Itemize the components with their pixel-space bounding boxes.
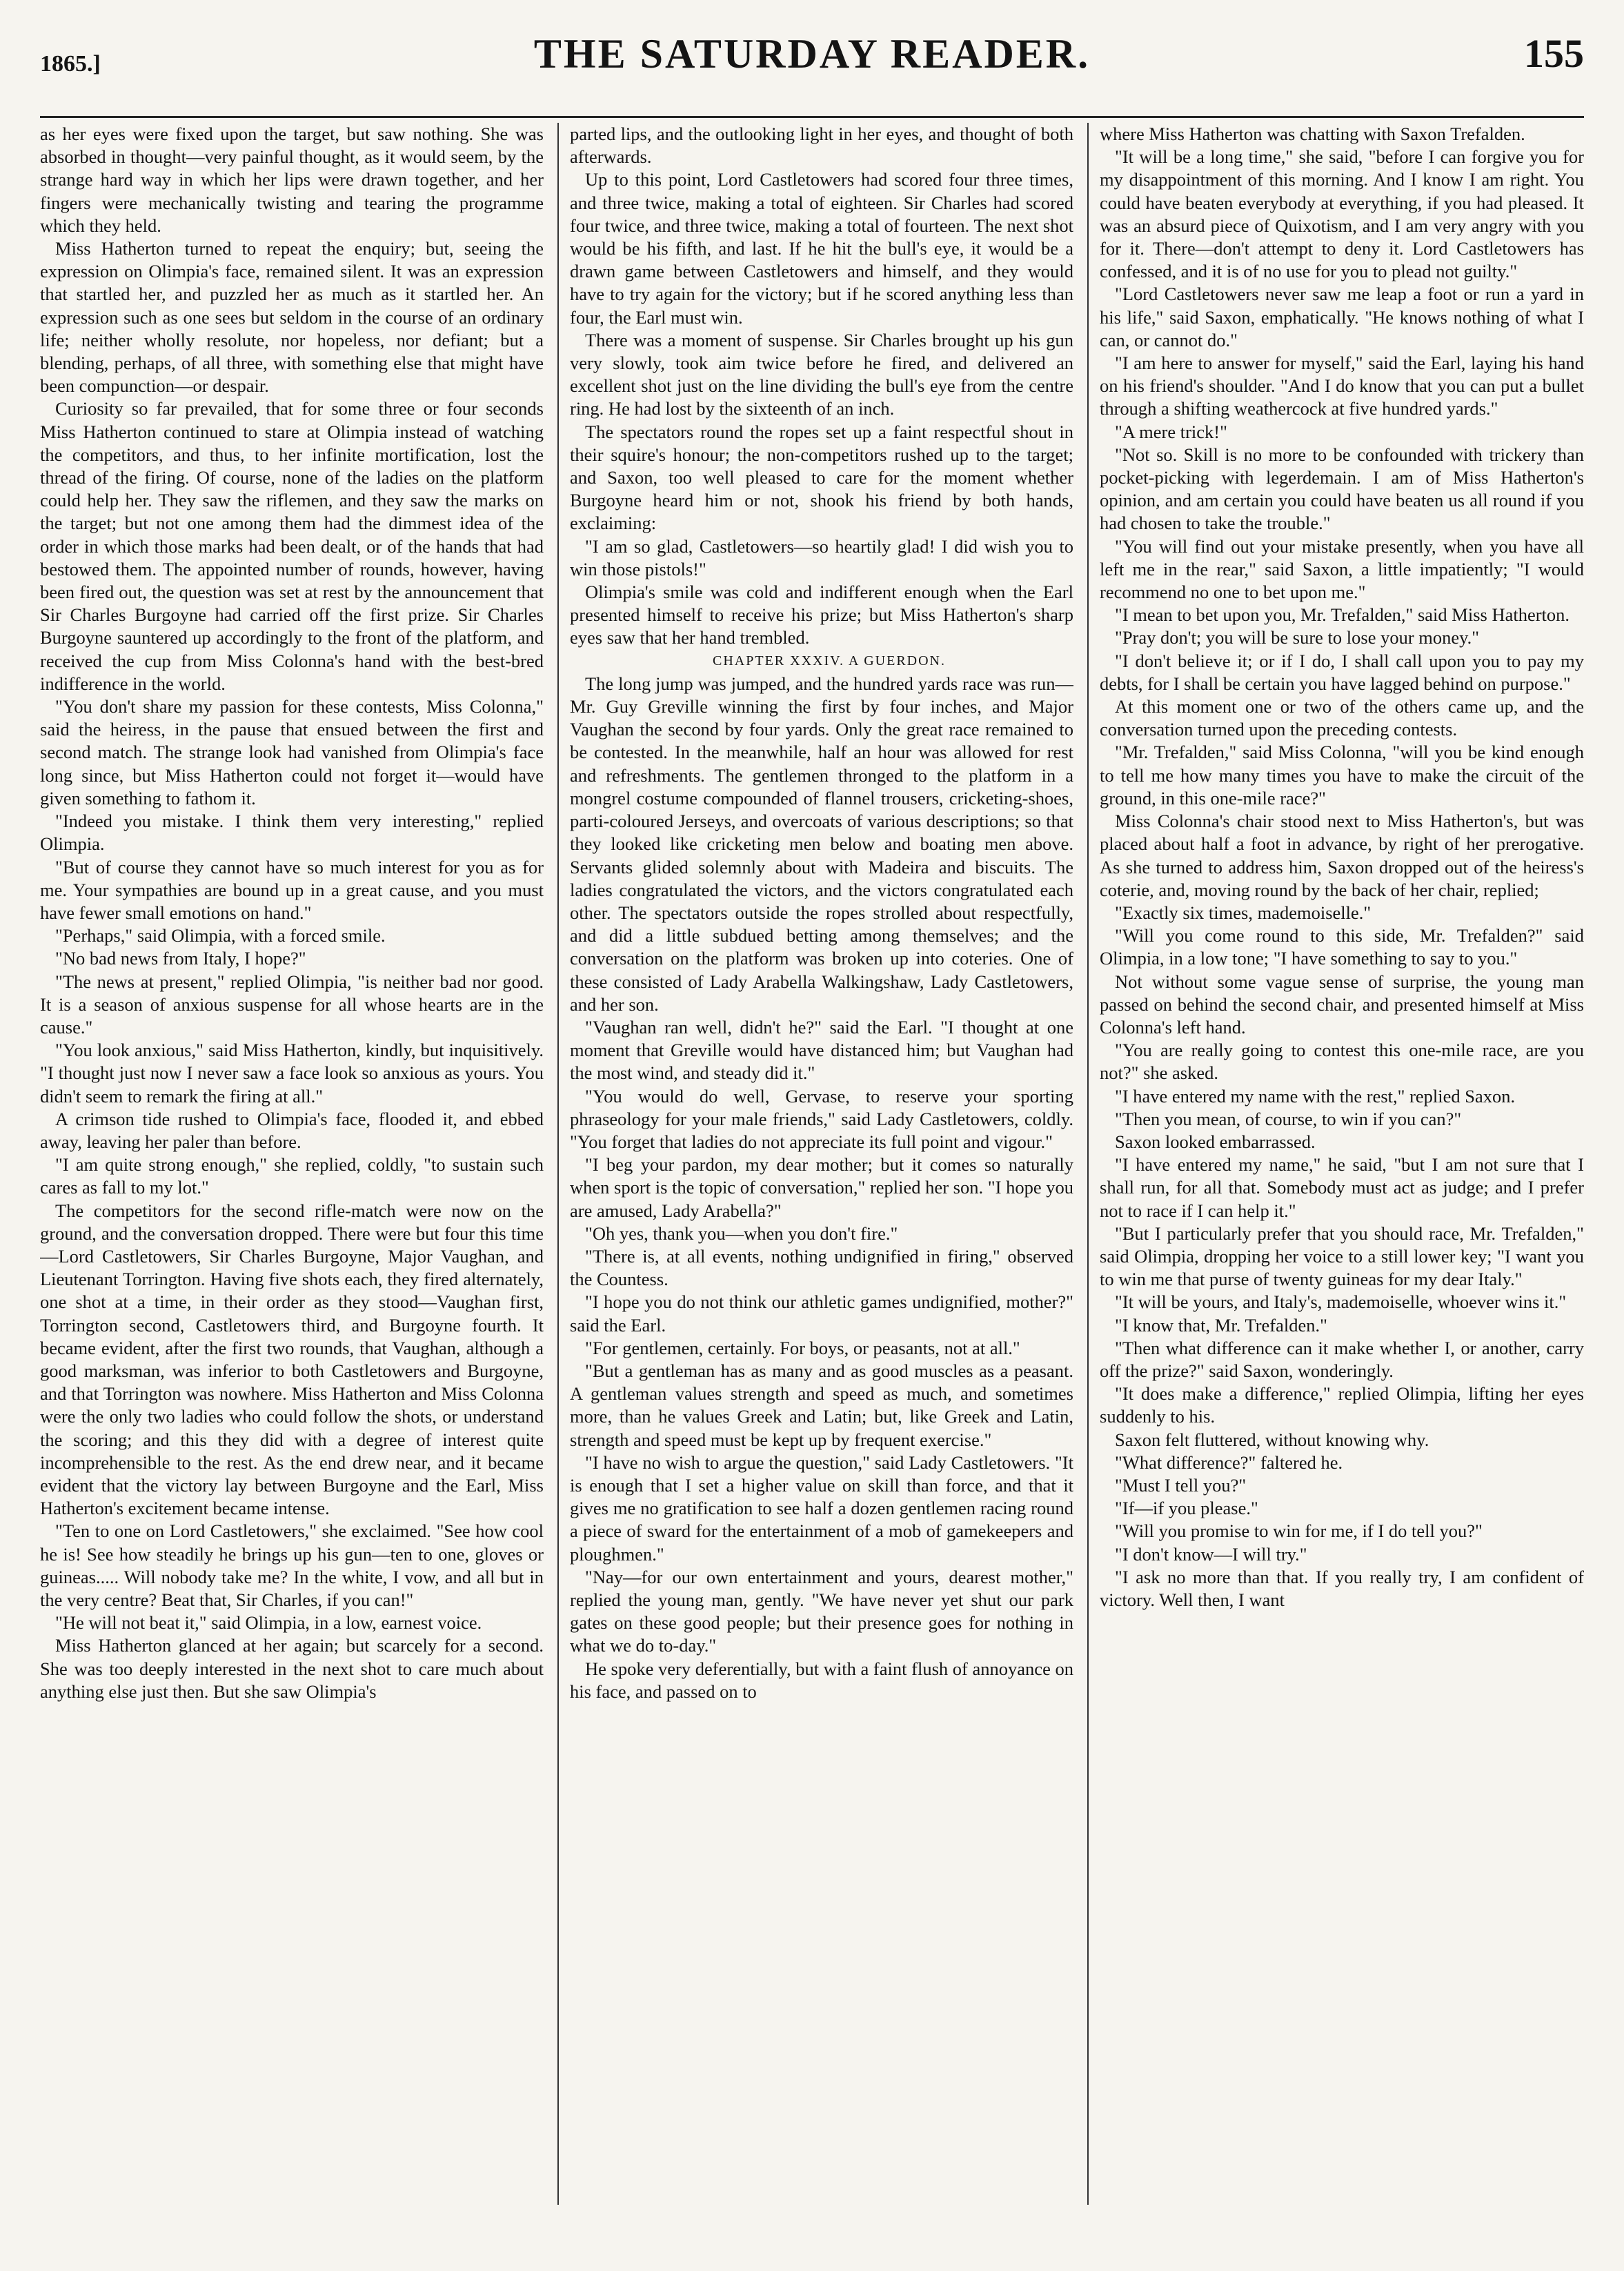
issue-year: 1865.] xyxy=(40,51,101,77)
paragraph: There was a moment of suspense. Sir Charles brought up his gun very slowly, took aim twice before he fired, and delivered an excellent shot just on the line dividing the bull's eye from the centre ring. He had lost by the sixteenth of an inch. xyxy=(570,329,1073,419)
column-3 xyxy=(1100,123,1584,2205)
paragraph: "But I particularly prefer that you should race, Mr. Trefalden," said Olimpia, dropping her voice to a still lower key; "I want you to win me that purse of twenty guineas for my dear Italy." xyxy=(1100,1222,1584,1290)
paragraph: "Vaughan ran well, didn't he?" said the Earl. "I thought at one moment that Greville would have distanced him; but Vaughan had the most wind, and steady did it." xyxy=(570,1016,1073,1084)
page-number: 155 xyxy=(1524,31,1584,76)
paragraph: "What difference?" faltered he. xyxy=(1115,1451,1343,1473)
paragraph: A crimson tide rushed to Olimpia's face, flooded it, and ebbed away, leaving her paler than before. xyxy=(40,1108,544,1152)
paragraph: "Then you mean, of course, to win if you can?" xyxy=(1115,1108,1462,1129)
chapter-heading: CHAPTER XXXIV. A GUERDON. xyxy=(713,653,946,668)
paragraph: "There is, at all events, nothing undignified in firing," observed the Countess. xyxy=(570,1245,1073,1290)
paragraph: "I have entered my name," he said, "but I am not sure that I shall run, for all that. Somebody must act as judge; and I prefer not to race if I can help it." xyxy=(1100,1154,1584,1221)
paragraph: "He will not beat it," said Olimpia, in a low, earnest voice. xyxy=(55,1612,482,1634)
paragraph: "The news at present," replied Olimpia, "is neither bad nor good. It is a season of anxious suspense for all whose hearts are in the cause." xyxy=(40,971,544,1038)
paragraph: "I know that, Mr. Trefalden." xyxy=(1115,1314,1327,1336)
paragraph: "It will be a long time," she said, "before I can forgive you for my disappointment of this morning. And I know I am right. You could have beaten everybody at everything, if you had pleased. It was an absurd piece of Quixotism, and I am very angry with you for it. There—don't attempt to deny it. Lord Castletowers has confessed, and it is of no use for you to plead not guilty." xyxy=(1100,146,1584,282)
paragraph: as her eyes were fixed upon the target, but saw nothing. She was absorbed in thought—very painful thought, as it would seem, by the strange hard way in which her lips were drawn together, and her fingers were mechanically twisting and tearing the programme which they held. xyxy=(40,123,544,236)
paragraph: "Pray don't; you will be sure to lose your money." xyxy=(1115,627,1480,648)
paragraph: "I hope you do not think our athletic games undignified, mother?" said the Earl. xyxy=(570,1291,1073,1336)
paragraph: "You don't share my passion for these contests, Miss Colonna," said the heiress, in the pause that ensued between the first and second match. The strange look had vanished from Olimpia's face long since, but Miss Hatherton could not forget it—would have given something to fathom it. xyxy=(40,696,544,809)
paragraph: Olimpia's smile was cold and indifferent enough when the Earl presented himself to receive his prize; but Miss Hatherton's sharp eyes saw that her hand trembled. xyxy=(570,582,1073,648)
header-rule xyxy=(40,116,1584,118)
paragraph: The long jump was jumped, and the hundred yards race was run—Mr. Guy Greville winning the first by four inches, and Major Vaughan the second by four yards. Only the great race remained to be contested. In the meanwhile, half an hour was allowed for rest and refreshments. The gentlemen thronged to the platform in a mongrel costume compounded of flannel trousers, cricketing-shoes, parti-coloured Jerseys, and overcoats of various descriptions; so that they looked like cricketing men below and boating men above. Servants glided solemnly about with Madeira and biscuits. The ladies congratulated the victors, and the victors congratulated each other. The spectators outside the ropes strolled about respectfully, and did a little subdued betting among themselves; and the conversation on the platform was broken up into coteries. One of these consisted of Lady Arabella Walkingshaw, Lady Castletowers, and her son. xyxy=(570,673,1073,1015)
paragraph: "But a gentleman has as many and as good muscles as a peasant. A gentleman values strength and speed as much, and sometimes more, than he values Greek and Latin; but, like Greek and Latin, strength and speed must be kept up by frequent exercise." xyxy=(570,1360,1073,1450)
text-columns xyxy=(40,123,1584,2205)
paragraph: "It does make a difference," replied Olimpia, lifting her eyes suddenly to his. xyxy=(1100,1383,1584,1427)
paragraph: "If—if you please." xyxy=(1115,1498,1258,1519)
paragraph: where Miss Hatherton was chatting with Saxon Trefalden. xyxy=(1100,123,1525,144)
paragraph: "Then what difference can it make whether I, or another, carry off the prize?" said Saxon, wonderingly. xyxy=(1100,1337,1584,1381)
paragraph: "Ten to one on Lord Castletowers," she exclaimed. "See how cool he is! See how steadily he brings up his gun—ten to one, gloves or guineas..... Will nobody take me? In the white, I vow, and all but in the very centre? Beat that, Sir Charles, if you can!" xyxy=(40,1520,544,1610)
column-1 xyxy=(40,123,544,2205)
paragraph: parted lips, and the outlooking light in her eyes, and thought of both afterwards. xyxy=(570,123,1073,168)
paragraph: "You are really going to contest this one-mile race, are you not?" she asked. xyxy=(1100,1040,1584,1084)
paragraph: At this moment one or two of the others came up, and the conversation turned upon the preceding contests. xyxy=(1100,696,1584,740)
paragraph: "It will be yours, and Italy's, mademoiselle, whoever wins it." xyxy=(1115,1291,1567,1313)
paragraph: "Will you promise to win for me, if I do tell you?" xyxy=(1115,1520,1483,1542)
paragraph: Not without some vague sense of surprise, the young man passed on behind the second chair, and presented himself at Miss Colonna's left hand. xyxy=(1100,971,1584,1038)
paragraph: The competitors for the second rifle-match were now on the ground, and the conversation dropped. There were but four this time—Lord Castletowers, Sir Charles Burgoyne, Major Vaughan, and Lieutenant Torrington. Having five shots each, they fired alternately, one shot at a time, in their order as they stood—Vaughan first, Torrington second, Castletowers third, and Burgoyne fourth. It became evident, after the first two rounds, that Vaughan, although a good marksman, was inferior to both Castletowers and Burgoyne, and that Torrington was nowhere. Miss Hatherton and Miss Colonna were the only two ladies who could follow the shots, or understand the scoring; and this they did with a degree of interest quite incomprehensible to the rest. As the end drew near, and it became evident that the victory lay between Burgoyne and the Earl, Miss Hatherton's excitement became intense. xyxy=(40,1200,544,1519)
column-2 xyxy=(570,123,1073,2205)
paragraph: "Lord Castletowers never saw me leap a foot or run a yard in his life," said Saxon, emphatically. "He knows nothing of what I can, or cannot do." xyxy=(1100,284,1584,350)
paragraph: "You would do well, Gervase, to reserve your sporting phraseology for your male friends," said Lady Castletowers, coldly. "You forget that ladies do not appreciate its full point and vigour." xyxy=(570,1085,1073,1152)
paragraph: "Not so. Skill is no more to be confounded with trickery than pocket-picking with legerdemain. I am of Miss Hatherton's opinion, and am certain you could have beaten us all round if you had chosen to take the trouble." xyxy=(1100,444,1584,534)
paragraph: "I am quite strong enough," she replied, coldly, "to sustain such cares as fall to my lot." xyxy=(40,1154,544,1198)
paragraph: Saxon looked embarrassed. xyxy=(1115,1131,1316,1152)
paragraph: "Must I tell you?" xyxy=(1115,1474,1247,1496)
paragraph: "You look anxious," said Miss Hatherton, kindly, but inquisitively. "I thought just now I never saw a face look so anxious as yours. You didn't seem to remark the firing at all." xyxy=(40,1040,544,1107)
paragraph: "But of course they cannot have so much interest for you as for me. Your sympathies are bound up in a great cause, and you must have fewer small emotions on hand." xyxy=(40,856,544,923)
paragraph: "Will you come round to this side, Mr. Trefalden?" said Olimpia, in a low tone; "I have something to say to you." xyxy=(1100,925,1584,969)
publication-title: THE SATURDAY READER. xyxy=(533,31,1091,77)
paragraph: Curiosity so far prevailed, that for some three or four seconds Miss Hatherton continued to stare at Olimpia instead of watching the competitors, and thus, to her infinite mortification, lost the thread of the firing. Of course, none of the ladies on the platform could help her. They saw the riflemen, and they saw the marks on the target; but not one among them had the dimmest idea of the order in which those marks had been dealt, or of the hands that had bestowed them. The appointed number of rounds, however, having been fired out, the question was set at rest by the announcement that Sir Charles Burgoyne had carried off the first prize. Sir Charles Burgoyne sauntered up accordingly to the front of the platform, and received the cup from Miss Colonna's hand with the best-bred indifference in the world. xyxy=(40,398,544,694)
paragraph: "Exactly six times, mademoiselle." xyxy=(1115,902,1372,923)
paragraph: "Mr. Trefalden," said Miss Colonna, "will you be kind enough to tell me how many times you have to make the circuit of the ground, in this one-mile race?" xyxy=(1100,742,1584,809)
paragraph: "I mean to bet upon you, Mr. Trefalden," said Miss Hatherton. xyxy=(1115,604,1570,626)
paragraph: Miss Colonna's chair stood next to Miss Hatherton's, but was placed about half a foot in advance, by right of her prerogative. As she turned to address him, Saxon dropped out of the heiress's coterie, and, moving round by the back of her chair, replied; xyxy=(1100,811,1584,900)
column-2-bottom xyxy=(570,673,1073,1703)
paragraph: "Indeed you mistake. I think them very interesting," replied Olimpia. xyxy=(40,811,544,855)
paragraph: "I have entered my name with the rest," replied Saxon. xyxy=(1115,1085,1516,1107)
paragraph: "I am here to answer for myself," said the Earl, laying his hand on his friend's shoulder. "And I do know that you can put a bullet through a shifting weathercock at five hundred yards." xyxy=(1100,353,1584,419)
paragraph: Miss Hatherton turned to repeat the enquiry; but, seeing the expression on Olimpia's face, remained silent. It was an expression that startled her, and puzzled her as much as it startled her. An expression such as one sees but seldom in the course of an ordinary life; neither wholly resolute, nor hopeless, nor defiant; but a blending, perhaps, of all three, with something else that might have been compunction—or despair. xyxy=(40,238,544,397)
paragraph: "I beg your pardon, my dear mother; but it comes so naturally when sport is the topic of conversation," replied her son. "I hope you are amused, Lady Arabella?" xyxy=(570,1154,1073,1221)
masthead xyxy=(40,30,1584,88)
paragraph: "For gentlemen, certainly. For boys, or peasants, not at all." xyxy=(585,1337,1020,1358)
paragraph: "A mere trick!" xyxy=(1115,421,1227,442)
paragraph: Miss Hatherton glanced at her again; but scarcely for a second. She was too deeply interested in the next shot to care much about anything else just then. But she saw Olimpia's xyxy=(40,1635,544,1702)
paragraph: Up to this point, Lord Castletowers had scored four three times, and three twice, making a total of eighteen. Sir Charles had scored four twice, and three twice, making a total of fourteen. The next shot would be his fifth, and last. If he hit the bull's eye, it would be a drawn game between Castletowers and himself, and they would have to try again for the victory; but if he scored anything less than four, the Earl must win. xyxy=(570,169,1073,328)
column-2-top xyxy=(570,123,1073,650)
paragraph: "I don't believe it; or if I do, I shall call upon you to pay my debts, for I shall be certain you have lagged behind on purpose." xyxy=(1100,650,1584,694)
paragraph: "Perhaps," said Olimpia, with a forced smile. xyxy=(55,925,386,946)
paragraph: "Nay—for our own entertainment and yours, dearest mother," replied the young man, gently. "We have never yet shut our park gates on these good people; but their presence goes for nothing in what we do to-day." xyxy=(570,1566,1073,1656)
paragraph: "I ask no more than that. If you really try, I am confident of victory. Well then, I want xyxy=(1100,1566,1584,1610)
paragraph: Saxon felt fluttered, without knowing why. xyxy=(1115,1429,1429,1450)
paragraph: "Oh yes, thank you—when you don't fire." xyxy=(585,1222,898,1244)
paragraph: "No bad news from Italy, I hope?" xyxy=(55,948,306,969)
paragraph: He spoke very deferentially, but with a faint flush of annoyance on his face, and passed on to xyxy=(570,1658,1073,1702)
paragraph: The spectators round the ropes set up a faint respectful shout in their squire's honour; the non-competitors rushed up to the target; and Saxon, too well pleased to care for the moment whether Burgoyne heard him or not, shook his friend by both hands, exclaiming: xyxy=(570,421,1073,534)
paragraph: "You will find out your mistake presently, when you have all left me in the rear," said Saxon, a little impatiently; "I would recommend no one to bet upon me." xyxy=(1100,535,1584,603)
paragraph: "I have no wish to argue the question," said Lady Castletowers. "It is enough that I set a higher value on skill than force, and that it gives me no gratification to see half a dozen gentlemen racing round a piece of sward for the entertainment of a mob of gamekeepers and ploughmen." xyxy=(570,1451,1073,1565)
paragraph: "I don't know—I will try." xyxy=(1115,1543,1307,1565)
paragraph: "I am so glad, Castletowers—so heartily glad! I did wish you to win those pistols!" xyxy=(570,535,1073,579)
